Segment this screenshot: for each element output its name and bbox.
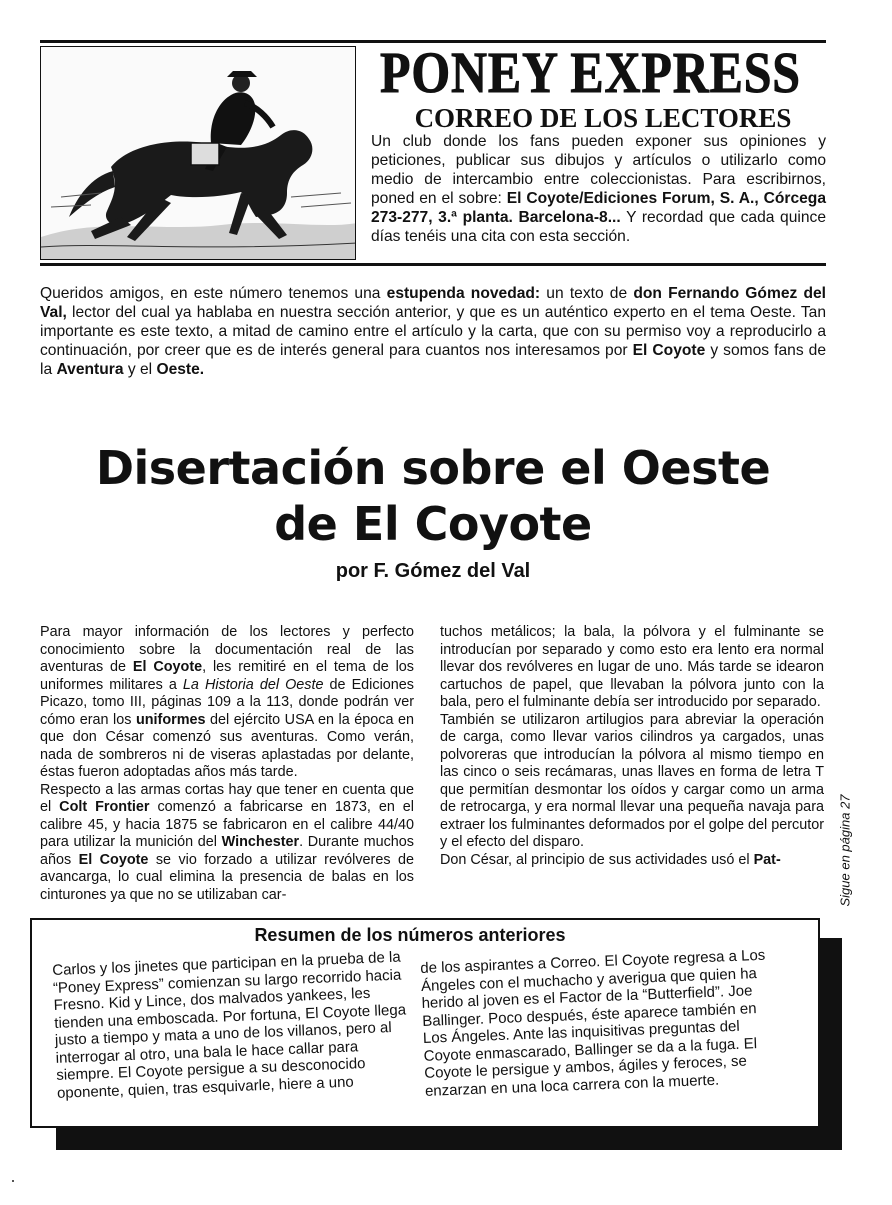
editorial-bold: Oeste. — [156, 361, 205, 378]
bold-run: uniformes — [135, 711, 206, 728]
section-subtitle: CORREO DE LOS LECTORES — [414, 103, 792, 133]
editorial-bold: don Fernando Gómez del Val, — [40, 285, 826, 321]
text-run: del ejército USA en la época en que don César comenzó sus aventuras. Como verán, nada de sombreros ni de viseras aplastadas por delante, éstas fueron adoptadas años más tarde. — [40, 711, 414, 780]
text-run: También se utilizaron artilugios para abreviar la operación de carga, como llevar varios cilindros ya cargados, unas polvoreras que introducían la pólvora al mismo tiempo en las cinco o seis recámaras, unas llaves en forma de letra T que permitían desmontar los oídos y cargar como un arma de retrocarga, y era normal llevar una pequeña navaja para extraer los fulminantes deformados por el golpe del percutor y el efecto del disparo. — [440, 711, 824, 850]
text-run: se vio forzado a utilizar revólveres de avancarga, lo cual elimina la presencia de balas en los cinturones ya que no se utilizaban car- — [40, 851, 414, 903]
article-column-right — [440, 624, 824, 869]
article-title-line-1: Disertación sobre el Oeste — [95, 441, 771, 495]
text-run: . Durante muchos años — [40, 834, 414, 868]
text-run: comenzó a fabricarse en 1873, en el calibre 45, y hacia 1875 se fabricaron en el calibre 44/40 para utilizar la munición del — [40, 799, 415, 850]
text-run: Don César, al principio de sus actividades usó el — [440, 851, 754, 868]
article-title — [40, 440, 826, 552]
bold-run: Winchester — [221, 834, 300, 850]
summary-title: Resumen de los números anteriores — [254, 925, 566, 945]
continued-note — [834, 760, 854, 910]
editorial-bold: Aventura — [56, 361, 124, 378]
editorial-bold: estupenda novedad: — [386, 285, 541, 302]
editorial-text: lector del cual ya hablaba en nuestra sección anterior, y que es un auténtico experto en el tema Oeste. Tan importante es este texto, a mitad de camino entre el artículo y la carta, que con su permiso voy a reproducirlo a continuación, por creer que es de interés general para cuantos nos interesamos por — [40, 304, 826, 359]
speck — [12, 1180, 14, 1182]
editorial-text: Queridos amigos, en este número tenemos una — [40, 285, 387, 302]
editorial-text: y el — [123, 361, 157, 378]
bold-run: El Coyote — [132, 659, 203, 675]
text-run: tuchos metálicos; la bala, la pólvora y el fulminante se introducían por separado y como esto era lento era normal llevar dos revólveres en lugar de uno. Más tarde se idearon cartuchos de papel, que llevaban la pólvora junto con la bala, pero el fulminante debía ser introducido por separado. — [440, 624, 824, 710]
italic-run: La Historia del Oeste — [182, 676, 324, 693]
bold-run: Pat- — [753, 851, 781, 868]
editorial-text: y somos fans de la — [40, 342, 827, 378]
horse-rider-icon — [41, 47, 356, 260]
continued-note-text: Sigue en página 27 — [837, 794, 853, 907]
editorial-bold: El Coyote — [632, 342, 706, 359]
text-run: Respecto a las armas cortas hay que tener en cuenta que el — [40, 781, 414, 815]
bold-run: El Coyote — [78, 851, 149, 868]
bold-run: Colt Frontier — [59, 799, 150, 815]
masthead: PONEY EXPRESS — [380, 40, 801, 105]
horse-rider-illustration — [40, 46, 356, 260]
article-column-left — [40, 624, 414, 904]
summary-text-right: de los aspirantes a Correo. El Coyote regresa a Los Ángeles con el muchacho y averigua que quien ha herido al joven es el Factor de la “Butterfield”. Joe Ballinger. Poco después, éste aparece también en Los Ángeles. Ante las inquisitivas preguntas del Coyote enmascarado, Ballinger se da a la fuga. El Coyote le persigue y ambos, ágiles y feroces, se enzarzan en una loca carrera con la muerte. — [420, 946, 766, 1100]
intro-text-1: Un club donde los fans pueden exponer sus opiniones y peticiones, publicar sus dibujos y artículos o utilizarlo como medio de intercambio entre coleccionistas. Para escribirnos, poned en el sobre: — [371, 133, 826, 207]
byline: por F. Gómez del Val — [335, 560, 531, 582]
intro-address: El Coyote/Ediciones Forum, S. A., Córcega 273-277, 3.ª planta. Barcelona-8... — [371, 190, 826, 226]
intro-text-2: Y recordad que cada quince días tenéis una cita con esta sección. — [371, 209, 827, 245]
editorial-paragraph — [40, 284, 826, 379]
text-run: Para mayor información de los lectores y perfecto conocimiento sobre la documentación real de las aventuras de — [40, 624, 414, 675]
text-run: , les remitiré en el tema de los uniformes militares a — [40, 659, 414, 693]
intro-paragraph — [371, 132, 826, 246]
summary-text-left: Carlos y los jinetes que participan en la prueba de la “Poney Express” comienzan su largo recorrido hacia Fresno. Kid y Lince, dos malvados yankees, les tienden una emboscada. Por fortuna, El Coyote llega justo a tiempo y mata a uno de los villanos, pero al interrogar al otro, una bala le hace callar para siempre. El Coyote persigue a su desconocido oponente, quien, tras esquivarle, hiere a uno — [52, 948, 407, 1102]
article-title-line-2: de El Coyote — [274, 497, 592, 551]
text-run: de Ediciones Picazo, tomo III, páginas 109 a la 113, donde podrán ver cómo eran los — [40, 676, 414, 728]
header-bottom-rule — [40, 263, 826, 266]
editorial-text: un texto de — [540, 285, 634, 302]
